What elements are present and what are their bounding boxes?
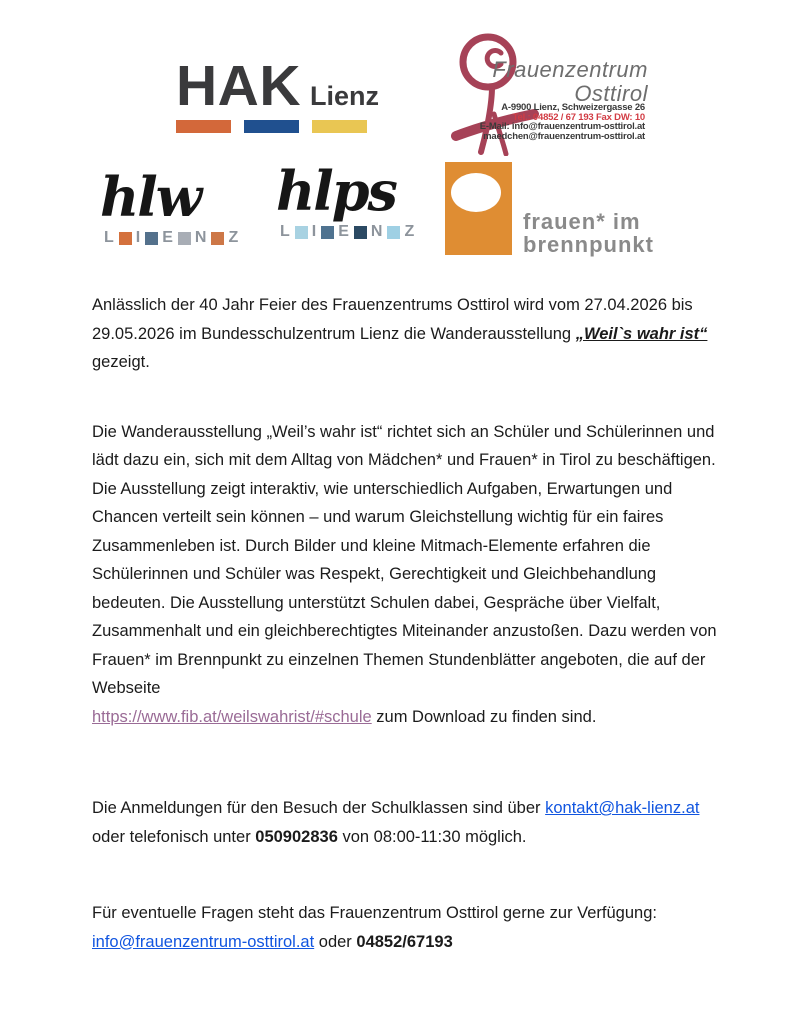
- paragraph-description: [92, 418, 720, 732]
- hlps-square-lightblue2: [387, 226, 400, 239]
- fib-wordmark-line2: brennpunkt: [523, 232, 654, 257]
- hlw-lienz-logo: [100, 166, 239, 247]
- hlps-square-navy: [354, 226, 367, 239]
- fib-website-link[interactable]: https://www.fib.at/weilswahrist/#schule: [92, 707, 372, 726]
- text-run: Anlässlich der 40 Jahr Feier des Frauenzentrums Osttirol wird vom 27.04.2026 bis 29.05.2026 im Bundesschulzentrum Lienz die Wanderausstellung: [92, 296, 693, 343]
- hlps-square-steel: [321, 226, 334, 239]
- frauenzentrum-title-line2: Osttirol: [574, 81, 648, 106]
- frauenzentrum-logo-title: [430, 58, 648, 106]
- exhibition-title-emphasis: „Weil`s wahr ist“: [575, 324, 708, 343]
- hlw-letter: N: [194, 229, 208, 246]
- hak-bar-orange: [176, 120, 231, 133]
- hlps-letter: L: [280, 223, 291, 240]
- hlw-script-wordmark: hlw: [100, 165, 201, 229]
- frauenzentrum-email-line2: maedchen@frauenzentrum-osttirol.at: [483, 130, 645, 142]
- text-run: Die Wanderausstellung „Weil’s wahr ist“ richtet sich an Schüler und Schülerinnen und lädt dazu ein, sich mit dem Alltag von Mädchen* und Frauen* in Tirol zu beschäftigen. Die Ausstellung zeigt interaktiv, wie unterschiedlich Aufgaben, Erwartungen und Chancen verteilt sein können – und warum Gleichstellung wichtig für ein faires Zusammenleben ist. Durch Bilder und kleine Mitmach-Elemente erfahren die Schülerinnen und Schüler was Respekt, Gerechtigkeit und Gleichbehandlung bedeuten. Die Ausstellung unterstützt Schulen dabei, Gespräche über Vielfalt, Zusammenhalt und ein gleichberechtigtes Miteinander anzustoßen. Dazu werden von Frauen* im Brennpunkt zu einzelnen Themen Stundenblätter angeboten, die auf der Webseite: [92, 422, 717, 697]
- hlps-lienz-lettering: [280, 223, 415, 241]
- hlw-letter: I: [135, 229, 142, 246]
- hak-logo-city: Lienz: [310, 81, 380, 111]
- frauenzentrum-email-line1: E-Mail: info@frauenzentrum-osttirol.at: [479, 121, 645, 133]
- hlw-letter: L: [104, 229, 115, 246]
- paragraph-announcement: [92, 291, 720, 377]
- frauenzentrum-email-link[interactable]: info@frauenzentrum-osttirol.at: [92, 932, 315, 951]
- hak-email-link[interactable]: kontakt@hak-lienz.at: [545, 799, 700, 817]
- frauenzentrum-phone: Tel.: 04852 / 67 193 Fax DW: 10: [512, 111, 645, 123]
- text-run: von 08:00-11:30 möglich.: [337, 827, 527, 846]
- text-run: oder: [314, 932, 357, 951]
- frauenzentrum-address: A-9900 Lienz, Schweizergasse 26: [501, 102, 645, 113]
- fib-wordmark-line1: frauen* im: [523, 209, 641, 234]
- frauenzentrum-title-line1: Frauenzentrum: [492, 57, 648, 82]
- hlw-square-gray: [178, 232, 191, 245]
- hlps-letter: I: [311, 223, 318, 240]
- text-run: Für eventuelle Fragen steht das Frauenzentrum Osttirol gerne zur Verfügung:: [92, 904, 657, 922]
- text-run: gezeigt.: [92, 353, 150, 371]
- hlps-lienz-logo: [276, 160, 415, 241]
- hlps-letter: E: [338, 223, 350, 240]
- text-run: zum Download zu finden sind.: [371, 707, 597, 726]
- hlw-letter: E: [162, 229, 174, 246]
- hlw-lienz-lettering: [104, 229, 239, 247]
- hak-logo-wordmark: [176, 54, 380, 118]
- hak-logo-bars: [176, 120, 379, 133]
- hlps-letter: N: [370, 223, 384, 240]
- hlps-letter: Z: [404, 223, 416, 240]
- fib-orange-block: [445, 162, 512, 255]
- text-run: Die Anmeldungen für den Besuch der Schulklassen sind über: [92, 799, 546, 817]
- frauen-im-brennpunkt-logo: [445, 162, 654, 256]
- registration-phone-number: 050902836: [255, 827, 338, 846]
- fib-wordmark: [523, 210, 654, 256]
- hlw-square-orange: [119, 232, 132, 245]
- fib-white-ellipse: [451, 173, 501, 212]
- paragraph-registration: [92, 794, 720, 851]
- hlps-script-wordmark: hlps: [276, 159, 396, 223]
- letter-body: [92, 291, 720, 956]
- hak-logo-acronym: HAK: [176, 54, 301, 118]
- hlw-letter: Z: [228, 229, 240, 246]
- hlw-square-blue: [145, 232, 158, 245]
- hlps-square-lightblue: [295, 226, 308, 239]
- hak-lienz-logo: [176, 54, 380, 133]
- hak-bar-blue: [244, 120, 299, 133]
- frauenzentrum-phone-number: 04852/67193: [356, 932, 453, 951]
- hlw-square-orange2: [211, 232, 224, 245]
- frauenzentrum-contact-block: [420, 103, 645, 141]
- hak-bar-yellow: [312, 120, 367, 133]
- text-run: oder telefonisch unter: [92, 827, 256, 846]
- paragraph-questions: [92, 899, 720, 956]
